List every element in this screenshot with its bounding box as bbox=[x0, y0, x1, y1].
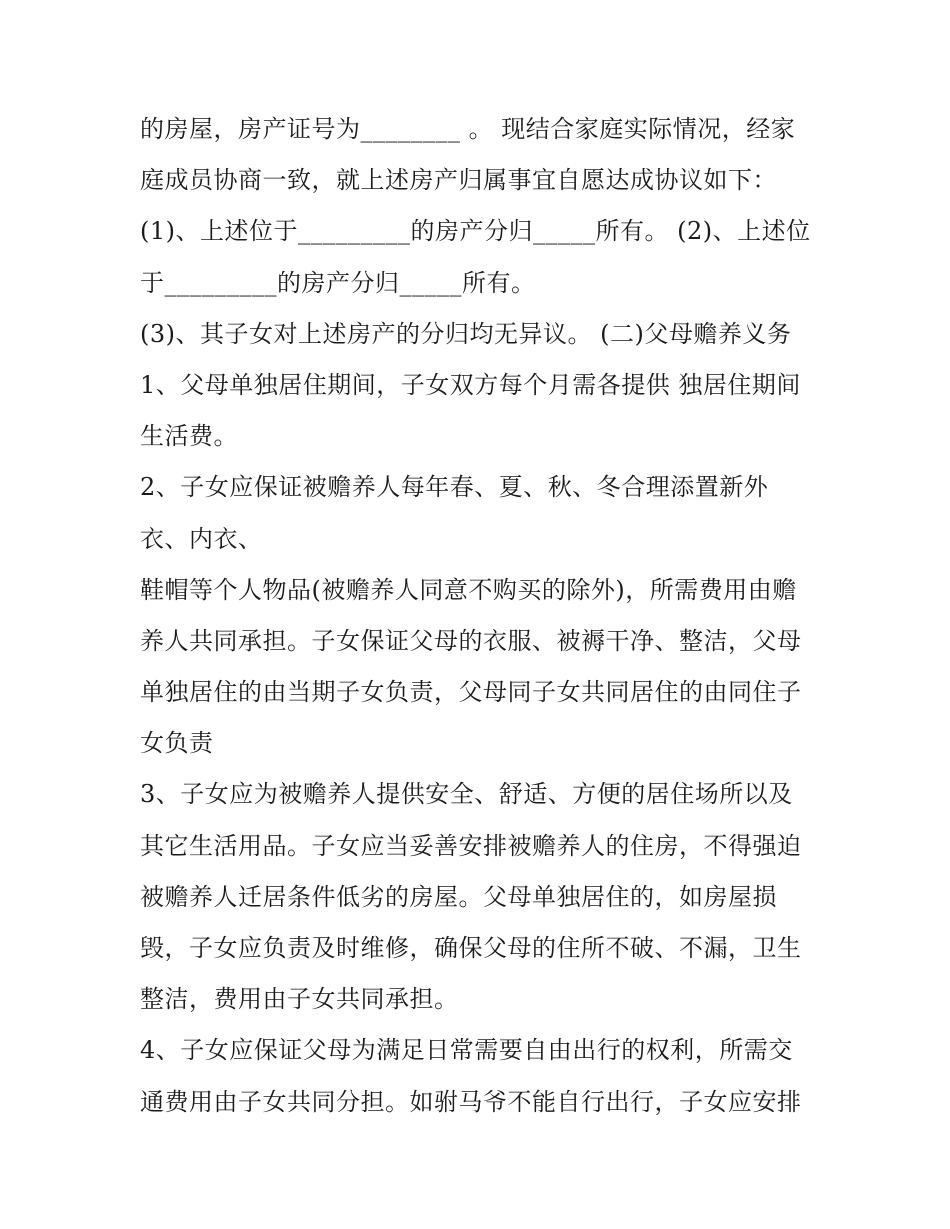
text-line: (3)、其子女对上述房产的分归均无异议。 (二)父母赡养义务 bbox=[140, 319, 792, 348]
text-line: 的房屋，房产证号为________ 。 现结合家庭实际情况，经家 bbox=[140, 115, 796, 143]
text-line: 2、子女应保证被赡养人每年春、夏、秋、冬合理添置新外 bbox=[140, 473, 769, 502]
text-line: 3、子女应为被赡养人提供安全、舒适、方便的居住场所以及 bbox=[140, 780, 793, 809]
text-line: 养人共同承担。子女保证父母的衣服、被褥干净、整洁，父母 bbox=[140, 626, 802, 655]
text-line: (1)、上述位于_________的房产分归_____所有。 (2)、上述位 bbox=[140, 217, 811, 246]
text-line: 其它生活用品。子女应当妥善安排被赡养人的住房，不得强迫 bbox=[140, 831, 802, 860]
text-line: 于_________的房产分归_____所有。 bbox=[140, 268, 536, 297]
text-line: 毁，子女应负责及时维修，确保父母的住所不破、不漏，卫生 bbox=[140, 934, 802, 962]
text-line: 通费用由子女共同分担。如驸马爷不能自行出行，子女应安排 bbox=[140, 1087, 802, 1116]
text-line: 4、子女应保证父母为满足日常需要自由出行的权利，所需交 bbox=[140, 1036, 793, 1065]
document-body bbox=[140, 104, 830, 1128]
text-line: 女负责 bbox=[140, 729, 214, 758]
text-line: 1、父母单独居住期间，子女双方每个月需各提供 独居住期间 bbox=[140, 370, 801, 399]
text-line: 整洁，费用由子女共同承担。 bbox=[140, 985, 459, 1014]
text-line: 生活费。 bbox=[140, 422, 238, 451]
text-line: 鞋帽等个人物品(被赡养人同意不购买的除外)，所需费用由赡 bbox=[140, 575, 797, 604]
text-line: 单独居住的由当期子女负责，父母同子女共同居住的由同住子 bbox=[140, 678, 802, 707]
text-line: 衣、内衣、 bbox=[140, 524, 263, 553]
text-line: 庭成员协商一致，就上述房产归属事宜自愿达成协议如下： bbox=[140, 166, 777, 195]
text-line: 被赡养人迁居条件低劣的房屋。父母单独居住的，如房屋损 bbox=[140, 882, 777, 911]
